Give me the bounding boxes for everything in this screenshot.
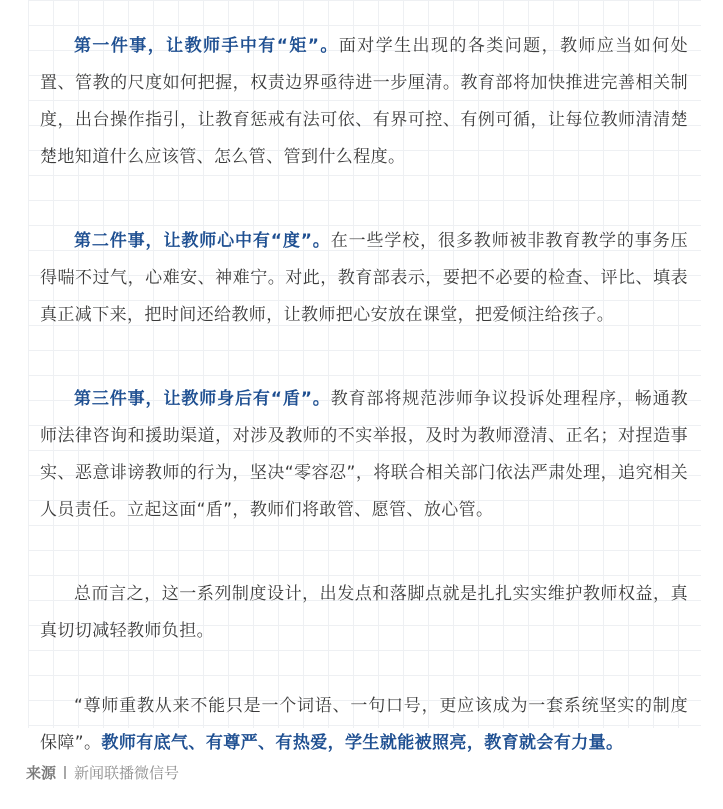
source-separator (64, 766, 66, 779)
paragraph-5-highlight: 教师有底气、有尊严、有热爱，学生就能被照亮，教育就会有力量。 (101, 733, 624, 753)
paragraph-5 (40, 688, 688, 762)
paragraph-4 (40, 576, 688, 650)
paragraph-3 (40, 381, 688, 529)
paragraph-3-highlight: 第三件事，让教师身后有“盾”。 (74, 389, 331, 409)
paragraph-2-text: 在一些学校，很多教师被非教育教学的事务压得喘不过气，心难安、神难宁。对此，教育部表示，要把不必要的检查、评比、填表真正减下来，把时间还给教师，让教师把心安放在课堂，把爱倾注给孩子。 (40, 231, 688, 325)
paragraph-1 (40, 28, 688, 176)
paragraph-2-highlight: 第二件事，让教师心中有“度”。 (74, 231, 331, 251)
paragraph-4-text: 总而言之，这一系列制度设计，出发点和落脚点就是扎扎实实维护教师权益，真真切切减轻教师负担。 (40, 584, 688, 641)
paragraph-3-text: 教育部将规范涉师争议投诉处理程序，畅通教师法律咨询和援助渠道，对涉及教师的不实举报，及时为教师澄清、正名；对捏造事实、恶意诽谤教师的行为，坚决“零容忍”，将联合相关部门依法严肃处理，追究相关人员责任。立起这面“盾”，教师们将敢管、愿管、放心管。 (40, 389, 688, 520)
paragraph-5-text: “尊师重教从来不能只是一个词语、一句口号，更应该成为一套系统坚实的制度保障”。 (40, 696, 688, 753)
source-line (26, 762, 179, 783)
paragraph-1-highlight: 第一件事，让教师手中有“矩”。 (74, 36, 339, 56)
paragraph-2 (40, 223, 688, 334)
article-body (40, 28, 688, 809)
source-label: 来源 (26, 764, 57, 782)
paragraph-1-text: 面对学生出现的各类问题，教师应当如何处置、管教的尺度如何把握，权责边界亟待进一步厘清。教育部将加快推进完善相关制度，出台操作指引，让教育惩戒有法可依、有界可控、有例可循，让每位教师清清楚楚地知道什么应该管、怎么管、管到什么程度。 (40, 36, 688, 167)
source-value: 新闻联播微信号 (74, 764, 180, 782)
